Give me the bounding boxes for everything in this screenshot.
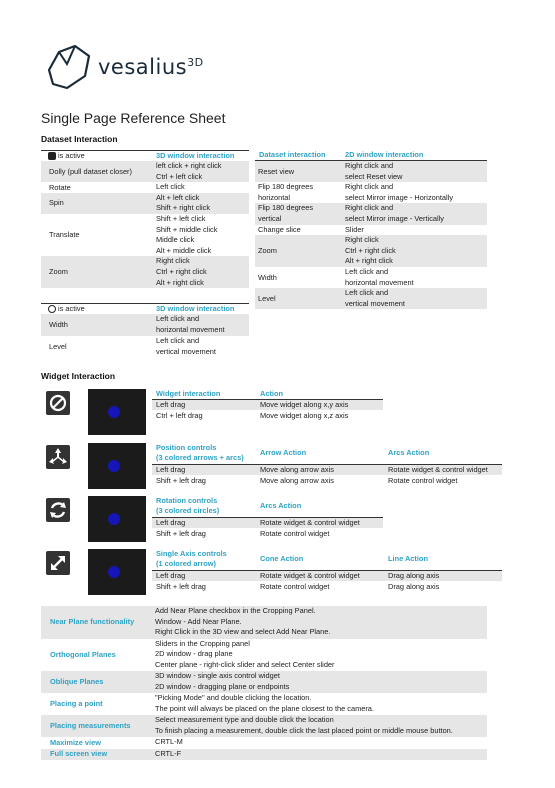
- row-input: Ctrl + left drag: [156, 410, 203, 420]
- row-action: Alt + middle click: [156, 245, 212, 255]
- feature-detail: 2D window - dragging plane or endpoints: [155, 681, 290, 691]
- row-input: Shift + left drag: [156, 475, 206, 485]
- move-arrows-icon: [46, 445, 70, 469]
- row-action: Right click: [156, 256, 190, 266]
- row-action: Rotate control widget: [388, 475, 458, 485]
- row-action: Left click: [156, 182, 185, 192]
- feature-name: Near Plane functionality: [50, 617, 135, 627]
- row-action: Move widget along x,y axis: [260, 400, 349, 409]
- row-action: Right click and: [345, 182, 394, 192]
- row-label: Level: [49, 342, 67, 351]
- feature-detail: Right Click in the 3D view and select Add Near Plane.: [155, 627, 331, 636]
- row-label: vertical: [258, 214, 282, 223]
- col-header: Dataset interaction: [259, 150, 326, 159]
- contrast-icon: [48, 305, 56, 313]
- action-header: Arcs Action: [260, 501, 302, 510]
- row-action: Drag along axis: [388, 581, 440, 591]
- feature-detail: Select measurement type and double click the location: [155, 715, 334, 724]
- widget-sphere: [108, 513, 120, 525]
- row-action: select Reset view: [345, 171, 403, 181]
- widget-header: (1 colored arrow): [156, 559, 216, 568]
- row-input: Left drag: [156, 400, 186, 409]
- row-action: Drag along axis: [388, 571, 440, 580]
- logo-text: [98, 55, 204, 79]
- widget-header: Position controls: [156, 443, 217, 452]
- row-action: Alt + right click: [156, 277, 204, 287]
- row-action: Rotate control widget: [260, 581, 330, 591]
- row-label: Width: [49, 320, 68, 329]
- row-action: Ctrl + right click: [345, 245, 396, 255]
- action-header: Line Action: [388, 554, 428, 563]
- row-label: Reset view: [258, 166, 295, 176]
- action-header: Cone Action: [260, 554, 304, 563]
- row-action: Rotate control widget: [260, 528, 330, 538]
- action-header: Action: [260, 389, 283, 398]
- widget-sphere: [108, 460, 120, 472]
- row-label: Flip 180 degrees: [258, 203, 314, 213]
- feature-name: Maximize view: [50, 737, 101, 747]
- dataset-heading: Dataset Interaction: [41, 134, 118, 144]
- logo-superscript: 3D: [187, 56, 204, 69]
- row-action: Move widget along x,z axis: [260, 410, 349, 420]
- feature-name: Placing measurements: [50, 721, 131, 730]
- col-header: 3D window interaction: [156, 304, 235, 313]
- widget-thumbnail: [88, 496, 146, 542]
- row-action: select Mirror image - Horizontally: [345, 192, 454, 202]
- row-action: Alt + left click: [156, 192, 200, 202]
- row-action: Right click and: [345, 161, 394, 170]
- row-action: Left click and: [156, 336, 200, 345]
- row-label: Zoom: [258, 246, 277, 256]
- row-action: left click + right click: [156, 161, 222, 170]
- feature-detail: To finish placing a measurement, double click the last placed point or middle mouse button.: [155, 725, 453, 735]
- row-action: select Mirror image - Vertically: [345, 214, 444, 223]
- action-header: Arcs Action: [388, 448, 430, 457]
- feature-detail: CRTL-F: [155, 748, 182, 758]
- row-input: Left drag: [156, 465, 186, 474]
- feature-detail: Sliders in the Cropping panel: [155, 638, 250, 648]
- row-action: Move along arrow axis: [260, 475, 334, 485]
- widget-header: (3 colored arrows + arcs): [156, 453, 244, 462]
- feature-detail: Window - Add Near Plane.: [155, 616, 242, 626]
- widget-thumbnail: [88, 443, 146, 489]
- feature-detail: "Picking Mode" and double clicking the location.: [155, 693, 312, 702]
- widget-header: Rotation controls: [156, 496, 218, 505]
- row-input: Left drag: [156, 518, 186, 527]
- widget-sphere: [108, 406, 120, 418]
- row-action: Left click and: [345, 288, 389, 298]
- row-input: Left drag: [156, 571, 186, 580]
- row-band: [41, 193, 249, 214]
- row-action: Left click and: [156, 314, 200, 323]
- row-label: Dolly (pull dataset closer): [49, 166, 132, 176]
- feature-detail: 2D window - drag plane: [155, 649, 233, 658]
- row-action: horizontal movement: [345, 277, 414, 287]
- page-title: Single Page Reference Sheet: [41, 110, 226, 126]
- row-label: Spin: [49, 198, 64, 208]
- logo-mark-icon: [45, 42, 95, 92]
- row-label: Change slice: [258, 224, 301, 234]
- feature-name: Placing a point: [50, 699, 103, 708]
- widget-header: Widget interaction: [156, 389, 221, 398]
- rotate-icon: [46, 498, 70, 522]
- action-header: Arrow Action: [260, 448, 307, 457]
- row-action: Right click and: [345, 203, 394, 213]
- row-label: Rotate: [49, 182, 71, 192]
- feature-detail: CRTL-M: [155, 737, 183, 746]
- row-input: Shift + left drag: [156, 528, 206, 538]
- row-action: horizontal movement: [156, 324, 225, 334]
- feature-detail: The point will always be placed on the plane closest to the camera.: [155, 703, 374, 713]
- diagonal-arrow-icon: [46, 551, 70, 575]
- active-label: is active: [58, 151, 85, 160]
- row-action: Alt + right click: [345, 256, 393, 266]
- row-label: Zoom: [49, 267, 68, 277]
- no-entry-icon: [46, 391, 70, 415]
- col-header: 2D window interaction: [345, 150, 424, 159]
- row-action: Rotate widget & control widget: [260, 571, 360, 580]
- row-action: Rotate widget & control widget: [388, 465, 488, 474]
- col-header: 3D window interaction: [156, 151, 235, 160]
- feature-detail: 3D window - single axis control widget: [155, 671, 280, 680]
- row-action: Left click and: [345, 267, 389, 276]
- row-input: Shift + left drag: [156, 581, 206, 591]
- row-action: Shift + right click: [156, 203, 211, 213]
- widget-thumbnail: [88, 389, 146, 435]
- feature-detail: Center plane - right-click slider and select Center slider: [155, 659, 335, 669]
- row-action: vertical movement: [345, 298, 405, 308]
- active-label: is active: [58, 304, 85, 313]
- row-action: Right click: [345, 235, 379, 245]
- row-action: Ctrl + right click: [156, 267, 207, 276]
- feature-detail: Add Near Plane checkbox in the Cropping Panel.: [155, 606, 316, 615]
- widget-header: (3 colored circles): [156, 506, 220, 515]
- widget-sphere: [108, 566, 120, 578]
- row-action: Middle click: [156, 235, 195, 245]
- row-label: Level: [258, 293, 276, 303]
- row-band: [41, 256, 249, 288]
- widget-heading: Widget Interaction: [41, 371, 116, 381]
- widget-header: Single Axis controls: [156, 549, 227, 558]
- feature-name: Full screen view: [50, 749, 108, 759]
- feature-name: Orthogonal Planes: [50, 649, 116, 659]
- cursor-icon: [48, 152, 56, 160]
- row-action: Ctrl + left click: [156, 171, 203, 181]
- logo-name: vesalius: [98, 55, 188, 79]
- row-action: Shift + middle click: [156, 224, 218, 234]
- row-action: Slider: [345, 224, 364, 234]
- widget-thumbnail: [88, 549, 146, 595]
- row-label: Flip 180 degrees: [258, 182, 314, 192]
- row-label: Width: [258, 272, 277, 282]
- row-action: Rotate widget & control widget: [260, 518, 360, 527]
- row-action: Shift + left click: [156, 214, 206, 223]
- row-action: vertical movement: [156, 346, 216, 356]
- feature-name: Oblique Planes: [50, 677, 104, 686]
- row-action: Move along arrow axis: [260, 465, 334, 474]
- row-label: Translate: [49, 230, 80, 240]
- row-band: [41, 749, 487, 761]
- row-label: horizontal: [258, 192, 291, 202]
